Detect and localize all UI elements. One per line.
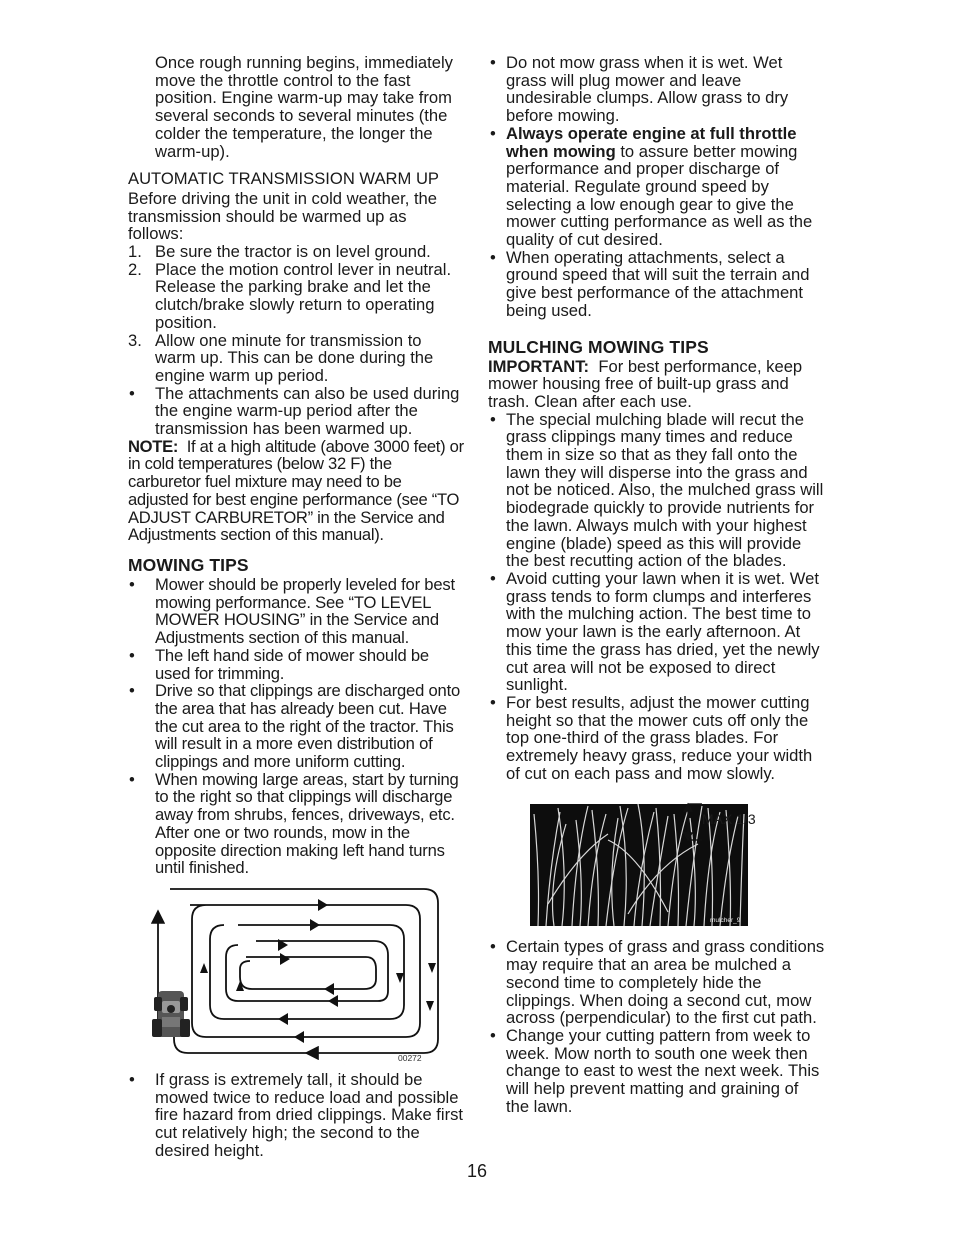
bullet-icon: • — [490, 123, 496, 143]
list-item-text: Place the motion control lever in neutral. Release the parking brake and let the clutch/brake slowly return to operating position. — [155, 259, 452, 332]
list-item-text: Certain types of grass and grass conditions may require that an area be mulched a second time to completely hide the clippings. When doing a second cut, mow across (perpendicular) to the first cut path. — [506, 937, 825, 1028]
mulching-tips-list — [488, 411, 826, 783]
important-label: IMPORTANT: — [488, 356, 590, 376]
bullet-icon: • — [490, 568, 496, 588]
list-item — [128, 647, 466, 682]
mowing-pattern-diagram — [128, 883, 466, 1063]
bullet-icon: • — [490, 409, 496, 429]
bullet-icon: • — [490, 692, 496, 712]
list-marker: 1. — [128, 242, 142, 262]
list-item-text: Mower should be properly leveled for best mowing performance. See “TO LEVEL MOWER HOUSING” in the Service and Adjustments section of this manual. — [155, 574, 455, 648]
figure-code: 00272 — [398, 1052, 422, 1063]
transmission-steps — [128, 243, 466, 438]
bullet-icon: • — [490, 1025, 496, 1045]
important-text: For best performance, keep mower housing free of built-up grass and trash. Clean after each use. — [488, 356, 803, 411]
list-item-text: The left hand side of mower should be used for trimming. — [155, 645, 429, 683]
list-item — [488, 411, 826, 570]
bullet-icon: • — [129, 681, 135, 701]
list-marker: • — [129, 383, 135, 403]
list-item — [128, 332, 466, 385]
left-column — [128, 54, 466, 1159]
note-paragraph — [128, 438, 466, 544]
list-item — [488, 570, 826, 694]
list-item — [488, 938, 826, 1027]
list-item-text: Avoid cutting your lawn when it is wet. Wet grass tends to form clumps and interferes with the mulching action. The best time to mow your lawn is the early afternoon. At this time the grass has dried, yet the newly cut area will not be exposed to direct sunlight. — [506, 568, 820, 695]
bullet-icon: • — [129, 1069, 135, 1089]
list-item-text: For best results, adjust the mower cutting height so that the mower cuts off only the top one-third of the grass blades. For extremely heavy grass, reduce your width of cut on each pass and mow slowly. — [506, 692, 813, 783]
grass-height-diagram — [488, 794, 826, 930]
important-paragraph — [488, 358, 826, 411]
list-item — [488, 125, 826, 249]
mulching-tips-heading: MULCHING MOWING TIPS — [488, 336, 709, 357]
bullet-icon: • — [129, 574, 135, 594]
page-number: 16 — [466, 1161, 488, 1181]
transmission-heading: AUTOMATIC TRANSMISSION WARM UP — [128, 169, 439, 189]
list-item — [488, 694, 826, 783]
list-item-text: The attachments can also be used during the engine warm-up period after the transmission has been warmed up. — [155, 383, 460, 439]
mowing-tips-list — [128, 576, 466, 877]
list-item-text: The special mulching blade will recut the grass clippings many times and reduce them in size so that as they fall onto the lawn they will disperse into the grass and not be noticed. Also, the mulched grass will biodegrade quickly to provide nutrients for the lawn. Always mulch with your highest engine (blade) speed as this will provide the best recutting action of the blades. — [506, 409, 824, 571]
transmission-intro: Before driving the unit in cold weather, the transmission should be warmed up as follows: — [128, 188, 438, 244]
bullet-icon: • — [490, 937, 496, 957]
list-item — [488, 54, 826, 125]
list-item — [488, 1027, 826, 1116]
list-item-text: Do not mow grass when it is wet. Wet grass will plug mower and leave undesirable clumps. Allow grass to dry before mowing. — [506, 53, 789, 126]
bullet-icon: • — [129, 645, 135, 665]
list-marker: 2. — [128, 259, 142, 279]
list-item-text: If grass is extremely tall, it should be mowed twice to reduce load and possible fire hazard from dried clippings. Make first cut relatively high; the second to the desired height. — [155, 1069, 464, 1160]
list-item-text: Change your cutting pattern from week to week. Mow north to south one week then change to east to west the next week. This will help prevent matting and graining of the lawn. — [506, 1025, 820, 1116]
list-item — [128, 771, 466, 877]
list-item — [128, 576, 466, 647]
note-label: NOTE: — [128, 436, 179, 456]
bullet-icon: • — [490, 247, 496, 267]
list-item — [128, 261, 466, 332]
mowing-pattern-figure — [128, 883, 466, 1063]
list-item — [488, 249, 826, 320]
list-item-text: When mowing large areas, start by turning to the right so that clippings will discharge away from shrubs, fences, driveways, etc. After one or two rounds, mow in the opposite direction making left hand turns until finished. — [155, 769, 459, 878]
list-item — [128, 682, 466, 771]
bullet-icon: • — [129, 769, 135, 789]
max-height-label: MAX 1/3 — [702, 811, 756, 828]
list-item-text: to assure better mowing performance and proper discharge of material. Regulate ground speed by selecting a low enough gear to give the mower cutting performance as well as the quality of cut desired. — [506, 141, 813, 250]
list-item-text: Be sure the tractor is on level ground. — [155, 242, 431, 262]
list-item — [128, 1071, 466, 1160]
right-column — [488, 54, 826, 1115]
list-item-text: Drive so that clippings are discharged onto the area that has already been cut. Have the cut area to the right of the tractor. This will result in a more even distribution of clippings and more uniform cutting. — [155, 681, 461, 772]
grass-height-figure — [488, 794, 826, 930]
mowing-tips-heading: MOWING TIPS — [128, 554, 249, 575]
list-item — [128, 243, 466, 261]
list-item — [128, 385, 466, 438]
figure-code: mulcher_9 — [710, 917, 741, 925]
warm-up-paragraph: Once rough running begins, immediately move the throttle control to the fast position. Engine warm-up may take from several seconds to several minutes (the colder the temperature, the longer the warm-up). — [155, 53, 453, 161]
bullet-icon: • — [490, 53, 496, 72]
list-item-text: Allow one minute for transmission to warm up. This can be done during the engine warm up period. — [155, 330, 434, 385]
note-text: If at a high altitude (above 3000 feet) or in cold temperatures (below 32 F) the carburetor fuel mixture may need to be adjusted for best engine performance (see “TO ADJUST CARBURETOR” in the Service and Adjustments section of this manual). — [128, 436, 464, 545]
list-marker: 3. — [128, 330, 142, 350]
throttle-warning: Always operate engine at full throttle when mowing — [506, 123, 797, 161]
list-item-text: When operating attachments, select a ground speed that will suit the terrain and give best performance of the attachment being used. — [506, 247, 810, 320]
